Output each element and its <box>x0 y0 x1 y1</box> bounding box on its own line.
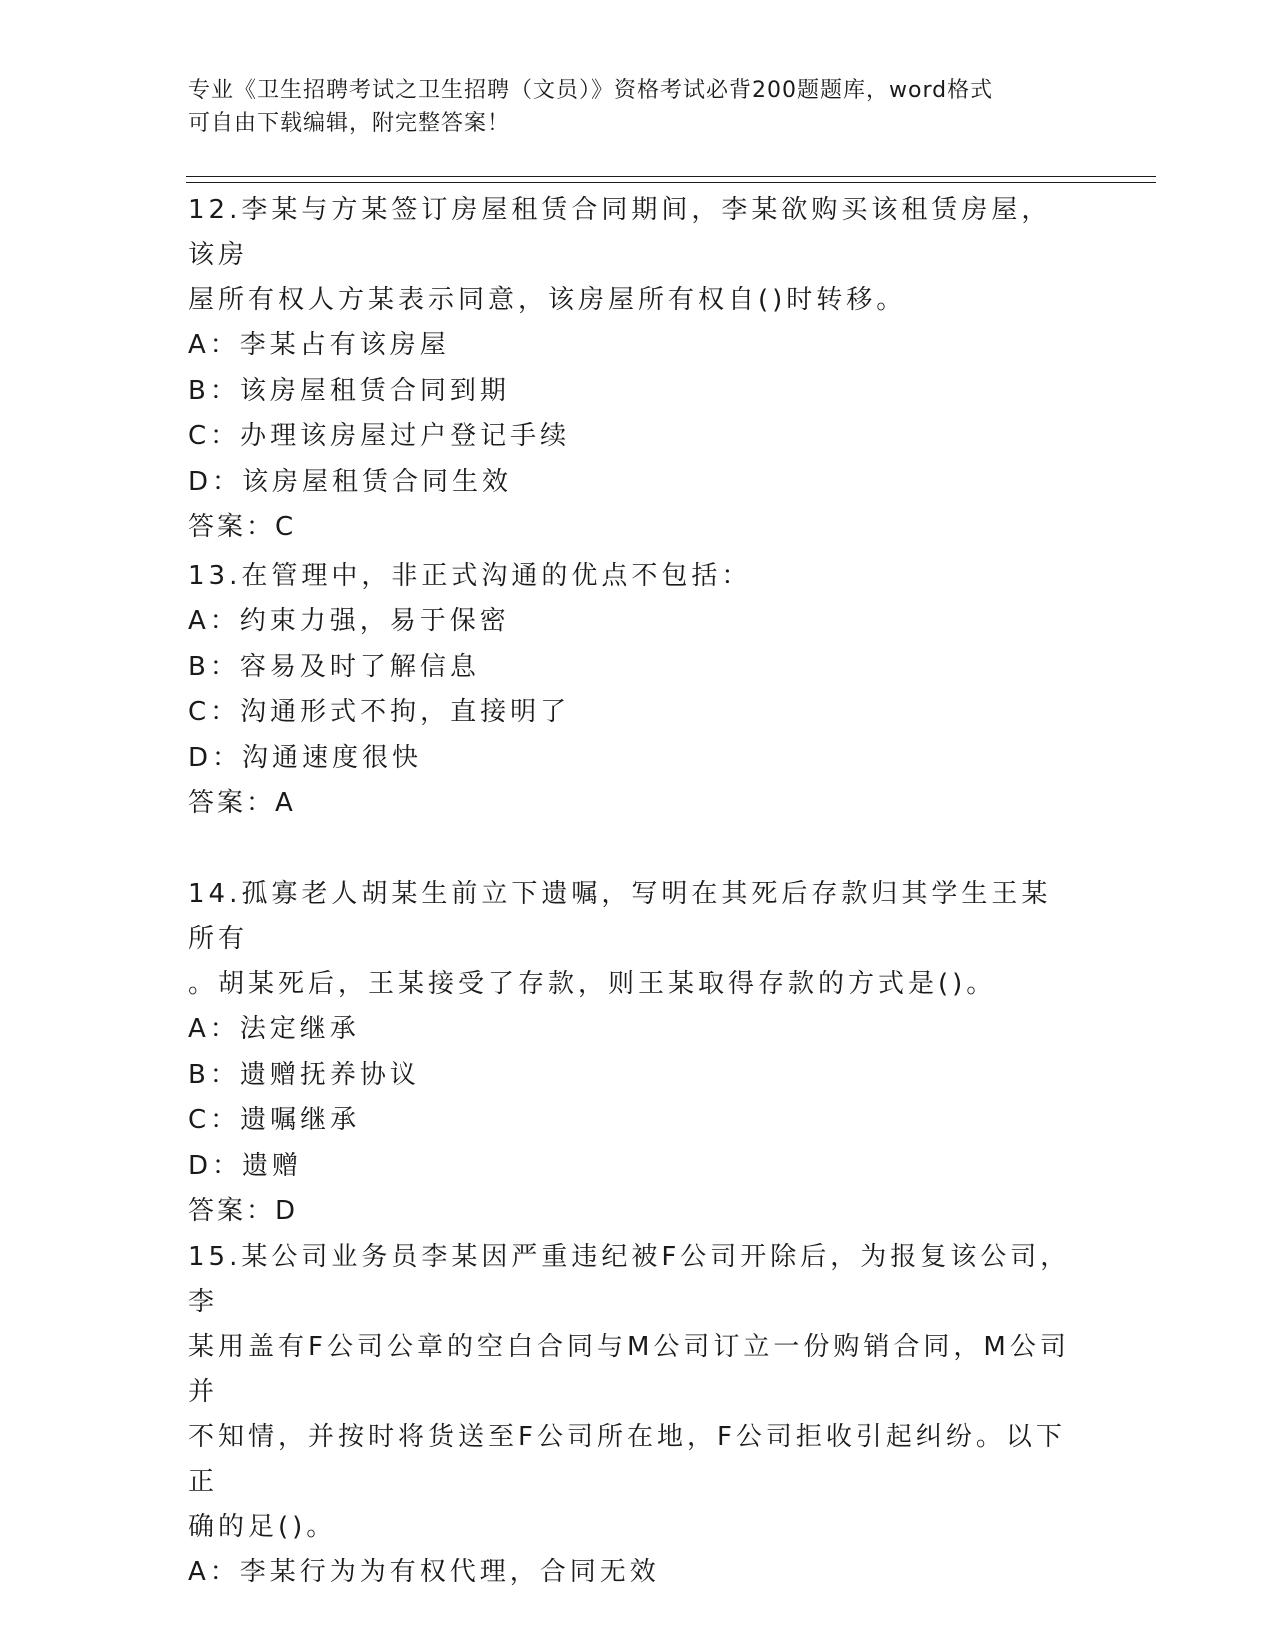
header-divider-bottom <box>186 182 1156 183</box>
option-b: B：容易及时了解信息 <box>188 651 480 682</box>
option-a: A：李某占有该房屋 <box>188 330 450 360</box>
header-title-line-1: 专业《卫生招聘考试之卫生招聘（文员）》资格考试必背200题题库，word格式 <box>188 78 994 103</box>
question-text-line: 。胡某死后，王某接受了存款，则王某取得存款的方式是()。 <box>188 969 997 999</box>
question-14 <box>188 872 1078 1234</box>
option-a: A：法定继承 <box>188 1014 360 1044</box>
option-c: C：办理该房屋过户登记手续 <box>188 421 571 451</box>
header-title-line-2: 可自由下载编辑，附完整答案！ <box>188 111 511 136</box>
question-text-line: 某用盖有F公司公章的空白合同与M公司订立一份购销合同，M公司并 <box>188 1332 1070 1407</box>
option-d: D：该房屋租赁合同生效 <box>188 466 513 497</box>
question-text-line: 屋所有权人方某表示同意，该房屋所有权自()时转移。 <box>188 285 907 315</box>
option-c: C：沟通形式不拘，直接明了 <box>188 697 571 727</box>
question-text-line: 15.某公司业务员李某因严重违纪被F公司开除后，为报复该公司，李 <box>188 1242 1071 1317</box>
option-c: C：遗嘱继承 <box>188 1105 361 1135</box>
document-header <box>188 74 1068 140</box>
option-b: B：遗赠抚养协议 <box>188 1059 420 1090</box>
option-a: A：约束力强，易于保密 <box>188 606 510 636</box>
header-divider-top <box>186 176 1156 177</box>
option-d: D：沟通速度很快 <box>188 742 423 773</box>
question-text-line: 13.在管理中，非正式沟通的优点不包括： <box>188 561 752 591</box>
question-15 <box>188 1235 1078 1596</box>
option-d: D：遗赠 <box>188 1150 303 1181</box>
option-a: A：李某行为为有权代理，合同无效 <box>188 1557 660 1587</box>
question-13 <box>188 554 1078 826</box>
question-text-line: 确的足()。 <box>188 1512 337 1542</box>
option-b: B：该房屋租赁合同到期 <box>188 375 510 406</box>
question-text-line: 14.孤寡老人胡某生前立下遗嘱，写明在其死后存款归其学生王某所有 <box>188 879 1052 954</box>
question-12 <box>188 188 1078 550</box>
question-text-line: 不知情，并按时将货送至F公司所在地，F公司拒收引起纠纷。以下正 <box>188 1422 1066 1497</box>
answer: 答案：A <box>188 788 296 818</box>
question-text-line: 12.李某与方某签订房屋租赁合同期间，李某欲购买该租赁房屋，该房 <box>188 195 1052 270</box>
answer: 答案：C <box>188 512 297 542</box>
answer: 答案：D <box>188 1196 299 1226</box>
